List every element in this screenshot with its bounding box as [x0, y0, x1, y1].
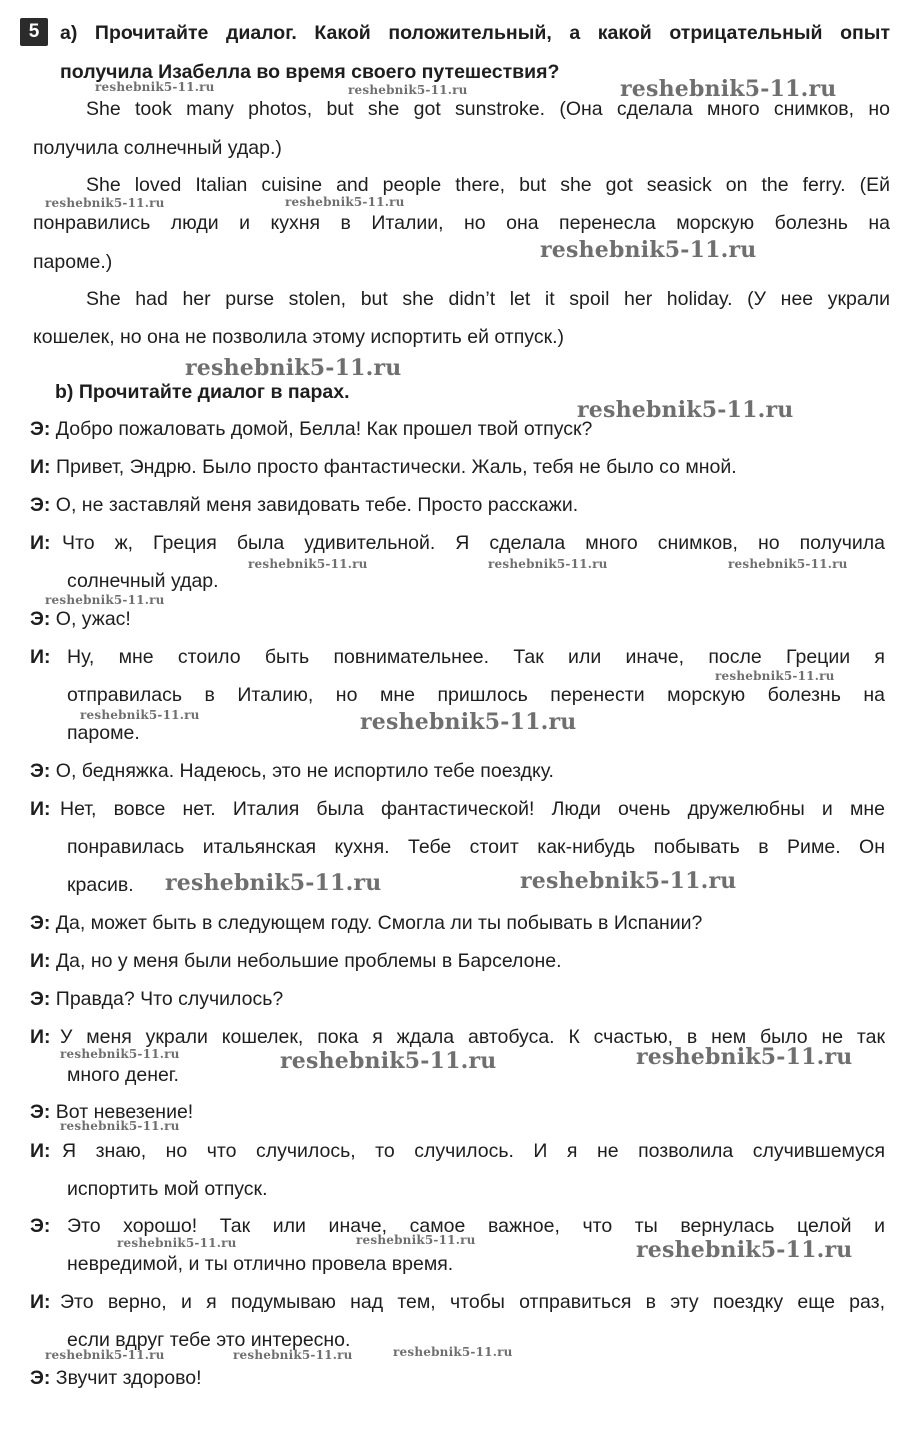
dialogue-line-6-cont: отправилась в Италию, но мне пришлось перенести морскую болезнь на [67, 684, 885, 706]
dialogue-line-7 [30, 759, 554, 783]
part-a-title-line-2: получила Изабелла во время своего путешествия? [60, 61, 560, 83]
speaker-e: Э: [30, 1367, 51, 1389]
watermark: reshebnik5-11.ru [520, 868, 737, 894]
speaker-i: И: [30, 1291, 51, 1313]
watermark: reshebnik5-11.ru [280, 1048, 497, 1074]
line-text: Да, может быть в следующем году. Смогла ли ты побывать в Испании? [55, 912, 703, 934]
exercise-number-badge: 5 [20, 18, 48, 46]
speaker-i: И: [30, 646, 51, 668]
watermark: reshebnik5-11.ru [360, 709, 577, 735]
dialogue-line-14-cont: испортить мой отпуск. [67, 1178, 268, 1200]
line-text: Да, но у меня были небольшие проблемы в Барселоне. [55, 950, 562, 972]
speaker-e: Э: [30, 608, 51, 630]
speaker-e: Э: [30, 760, 51, 782]
answer-3-line-1: She had her purse stolen, but she didn’t let it spoil her holiday. (У нее украли [86, 288, 890, 310]
dialogue-line-4: Что ж, Греция была удивительной. Я сделала много снимков, но получила [62, 532, 885, 554]
dialogue-line-8-cont-2: красив. [67, 874, 134, 896]
speaker-i: И: [30, 532, 51, 554]
watermark: reshebnik5-11.ru [728, 557, 848, 571]
part-a-title-line-1: a) Прочитайте диалог. Какой положительный, а какой отрицательный опыт [60, 22, 890, 44]
watermark: reshebnik5-11.ru [233, 1348, 353, 1362]
speaker-i: И: [30, 1140, 51, 1162]
watermark: reshebnik5-11.ru [60, 1047, 180, 1061]
dialogue-line-17 [30, 1366, 202, 1390]
speaker-i: И: [30, 798, 51, 820]
line-text: О, бедняжка. Надеюсь, это не испортило тебе поездку. [55, 760, 554, 782]
speaker-e: Э: [30, 418, 51, 440]
watermark: reshebnik5-11.ru [715, 669, 835, 683]
watermark: reshebnik5-11.ru [636, 1044, 853, 1070]
watermark: reshebnik5-11.ru [356, 1233, 476, 1247]
dialogue-line-16: Это верно, и я подумываю над тем, чтобы отправиться в эту поездку еще раз, [60, 1291, 885, 1313]
speaker-i: И: [30, 1026, 51, 1048]
dialogue-line-14: Я знаю, но что случилось, то случилось. И я не позволила случившемуся [62, 1140, 885, 1162]
watermark: reshebnik5-11.ru [185, 355, 402, 381]
watermark: reshebnik5-11.ru [348, 83, 468, 97]
line-text: Вот невезение! [55, 1101, 194, 1123]
dialogue-line-6: Ну, мне стоило быть повнимательнее. Так или иначе, после Греции я [67, 646, 885, 668]
watermark: reshebnik5-11.ru [540, 237, 757, 263]
dialogue-line-8: Нет, вовсе нет. Италия была фантастической! Люди очень дружелюбны и мне [60, 798, 885, 820]
answer-3-line-2: кошелек, но она не позволила этому испортить ей отпуск.) [33, 326, 565, 348]
answer-1-line-2: получила солнечный удар.) [33, 137, 282, 159]
dialogue-line-16-cont: если вдруг тебе это интересно. [67, 1329, 351, 1351]
watermark: reshebnik5-11.ru [248, 557, 368, 571]
dialogue-line-2 [30, 455, 737, 479]
dialogue-line-10 [30, 949, 562, 973]
speaker-e: Э: [30, 1101, 51, 1123]
answer-2-line-3: пароме.) [33, 251, 113, 273]
speaker-e: Э: [30, 912, 51, 934]
watermark: reshebnik5-11.ru [636, 1237, 853, 1263]
dialogue-line-1 [30, 417, 592, 441]
speaker-e: Э: [30, 494, 51, 516]
part-b-title: b) Прочитайте диалог в парах. [55, 381, 350, 403]
watermark: reshebnik5-11.ru [45, 1348, 165, 1362]
watermark: reshebnik5-11.ru [45, 196, 165, 210]
watermark: reshebnik5-11.ru [45, 593, 165, 607]
speaker-e: Э: [30, 1215, 51, 1237]
watermark: reshebnik5-11.ru [620, 76, 837, 102]
line-text: Привет, Эндрю. Было просто фантастически. Жаль, тебя не было со мной. [55, 456, 737, 478]
dialogue-line-12-cont: много денег. [67, 1064, 179, 1086]
watermark: reshebnik5-11.ru [393, 1345, 513, 1359]
answer-2-line-1: She loved Italian cuisine and people there, but she got seasick on the ferry. (Ей [86, 174, 890, 196]
watermark: reshebnik5-11.ru [488, 557, 608, 571]
answer-1-line-1: She took many photos, but she got sunstroke. (Она сделала много снимков, но [86, 98, 890, 120]
dialogue-line-4-cont: солнечный удар. [67, 570, 219, 592]
speaker-e: Э: [30, 988, 51, 1010]
speaker-i: И: [30, 950, 51, 972]
dialogue-line-8-cont: понравилась итальянская кухня. Тебе стоит как-нибудь побывать в Риме. Он [67, 836, 885, 858]
watermark: reshebnik5-11.ru [117, 1236, 237, 1250]
watermark: reshebnik5-11.ru [165, 870, 382, 896]
line-text: О, ужас! [55, 608, 131, 630]
line-text: Звучит здорово! [55, 1367, 202, 1389]
watermark: reshebnik5-11.ru [577, 397, 794, 423]
speaker-i: И: [30, 456, 51, 478]
answer-2-line-2: понравились люди и кухня в Италии, но она перенесла морскую болезнь на [33, 212, 890, 234]
watermark: reshebnik5-11.ru [60, 1119, 180, 1133]
line-text: Правда? Что случилось? [55, 988, 284, 1010]
dialogue-line-11 [30, 987, 283, 1011]
dialogue-line-5 [30, 607, 131, 631]
watermark: reshebnik5-11.ru [285, 195, 405, 209]
line-text: О, не заставляй меня завидовать тебе. Просто расскажи. [55, 494, 579, 516]
dialogue-line-15: Это хорошо! Так или иначе, самое важное, что ты вернулась целой и [67, 1215, 885, 1237]
dialogue-line-9 [30, 911, 702, 935]
dialogue-line-6-cont-2: пароме. [67, 722, 140, 744]
dialogue-line-12: У меня украли кошелек, пока я ждала автобуса. К счастью, в нем было не так [60, 1026, 885, 1048]
dialogue-line-3 [30, 493, 578, 517]
line-text: Добро пожаловать домой, Белла! Как прошел твой отпуск? [55, 418, 593, 440]
dialogue-line-15-cont: невредимой, и ты отлично провела время. [67, 1253, 454, 1275]
watermark: reshebnik5-11.ru [80, 708, 200, 722]
watermark: reshebnik5-11.ru [95, 80, 215, 94]
